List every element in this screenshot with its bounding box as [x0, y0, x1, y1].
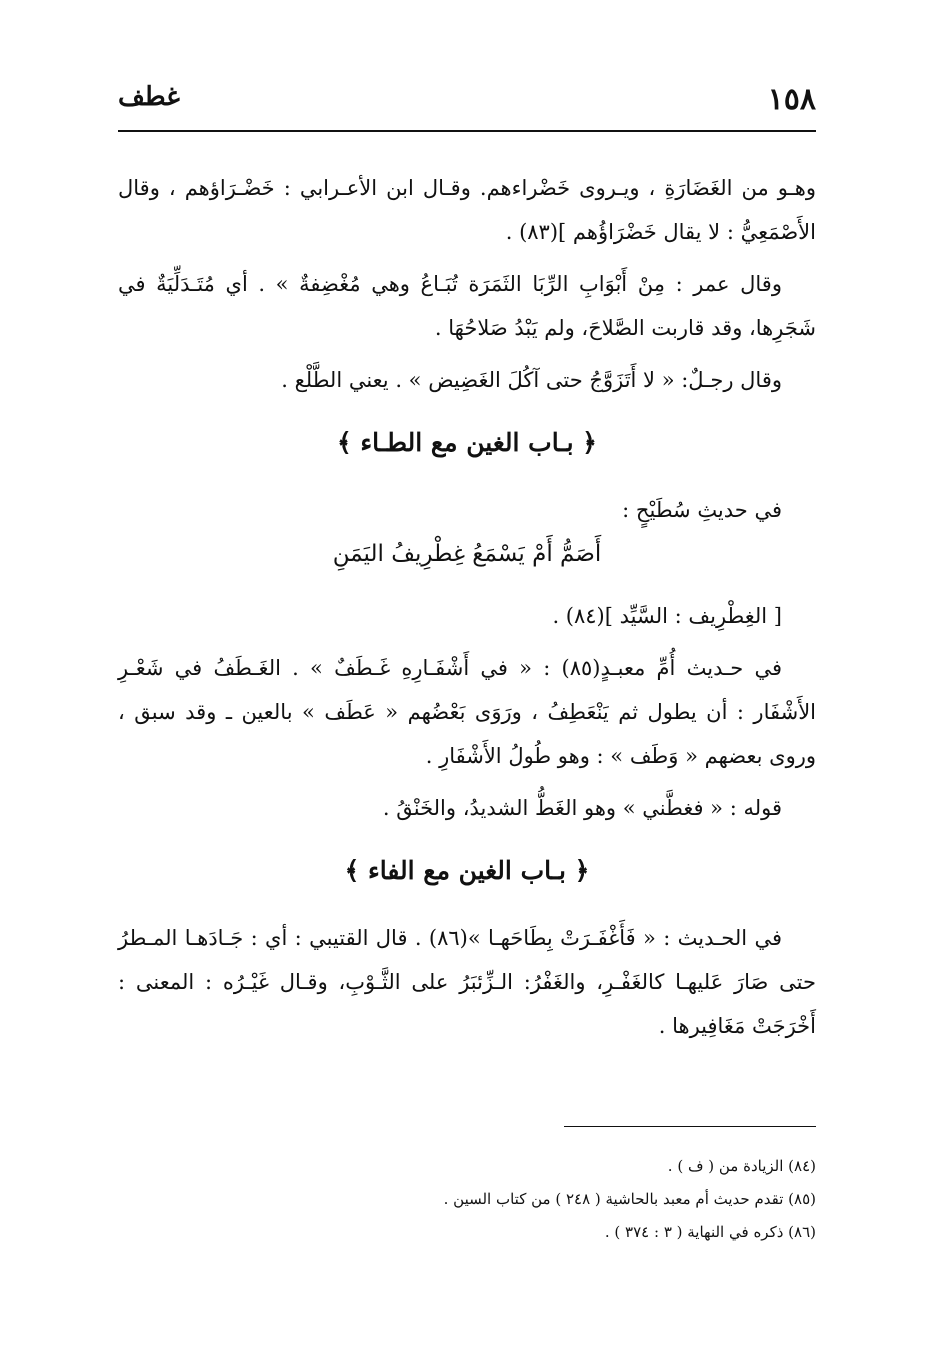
gloss-ghitrif: [ الغِطْرِيف : السَّيِّد ](٨٤) .: [552, 604, 782, 628]
paragraph-ghattani: قوله : « فغطَّني » وهو الغَطُّ الشديدُ، والخَنْقُ .: [382, 796, 782, 820]
paragraph-umar: وقال عمر : مِنْ أَبْوَابِ الرِّبَا الثَمَرَة تُبَـاعُ وهي مُغْضِفةٌ » . أي مُتَـدَلِّيَةٌ في شَجَرِها، وقد قاربت الصَّلاحَ، ولم يَبْدُ صَلاحُهَا .: [118, 272, 816, 340]
running-header: [118, 82, 816, 122]
paragraph-umm-mabad: في حـديث أُمِّ معبـدٍ(٨٥) : « في أَشْفَـارِهِ غَـطَفٌ » . الغَـطَفُ في شَعْـرِ الأَشْفَار : أن يطول ثم يَنْعَطِفُ ، ورَوَى بَعْضُهم « عَطَف » بالعين ـ وقد سبق ، وروى بعضهم « وَطَف » : وهو طُولُ الأَشْفَارِ .: [118, 656, 816, 768]
verse-line: أَصَمُّ أَمْ يَسْمَعُ غِطْرِيفُ اليَمَنِ: [332, 541, 602, 567]
paragraph-khadara: وهـو من الغَضَارَةِ ، ويـروى خَضْراءهم. وقـال ابن الأعـرابي : خَضْـرَاؤهم ، وقال الأَصْمَعِيُّ : لا يقال خَضْرَاؤُهم ](٨٣) .: [118, 176, 816, 244]
entry-word: غطف: [118, 82, 180, 112]
header-rule: [118, 130, 816, 132]
main-text: [118, 166, 816, 1056]
page-number: ١٥٨: [767, 82, 816, 117]
paragraph-rajul: وقال رجـلٌ: « لا أَتَزَوَّجُ حتى آكُلَ الغَضِيض » . يعني الطَّلْع .: [281, 368, 782, 392]
footnote-85: (٨٥) تقدم حديث أم معبد بالحاشية ( ٢٤٨ ) من كتاب السين .: [443, 1190, 816, 1208]
footnote-84: (٨٤) الزيادة من ( ف ) .: [667, 1157, 816, 1175]
section-heading-ghayn-fa: ﴿ بـاب الغين مع الفاء ﴾: [344, 856, 590, 885]
footnotes: [118, 1150, 816, 1249]
footnote-rule: [564, 1126, 816, 1127]
section-heading-ghayn-ta: ﴿ بـاب الغين مع الطـاء ﴾: [337, 428, 597, 457]
paragraph-aghfarat: في الحـديث : « فَأَغْفَـرَتْ بِطَاحَهـا »(٨٦) . قال القتيبي : أي : جَـادَهـا المـطرُ حتى صَارَ عَليهـا كالغَفْـرِ، والغَفْرُ: الـزِّئبَرُ على الثَّـوْبِ، وقـال غَيْـرُه : المعنى : أَخْرَجَتْ مَغَافِيرها .: [118, 926, 816, 1038]
footnote-86: (٨٦) ذكره في النهاية ( ٣ : ٣٧٤ ) .: [604, 1223, 816, 1241]
verse-intro: في حديثِ سُطَيْحٍ :: [622, 498, 782, 522]
